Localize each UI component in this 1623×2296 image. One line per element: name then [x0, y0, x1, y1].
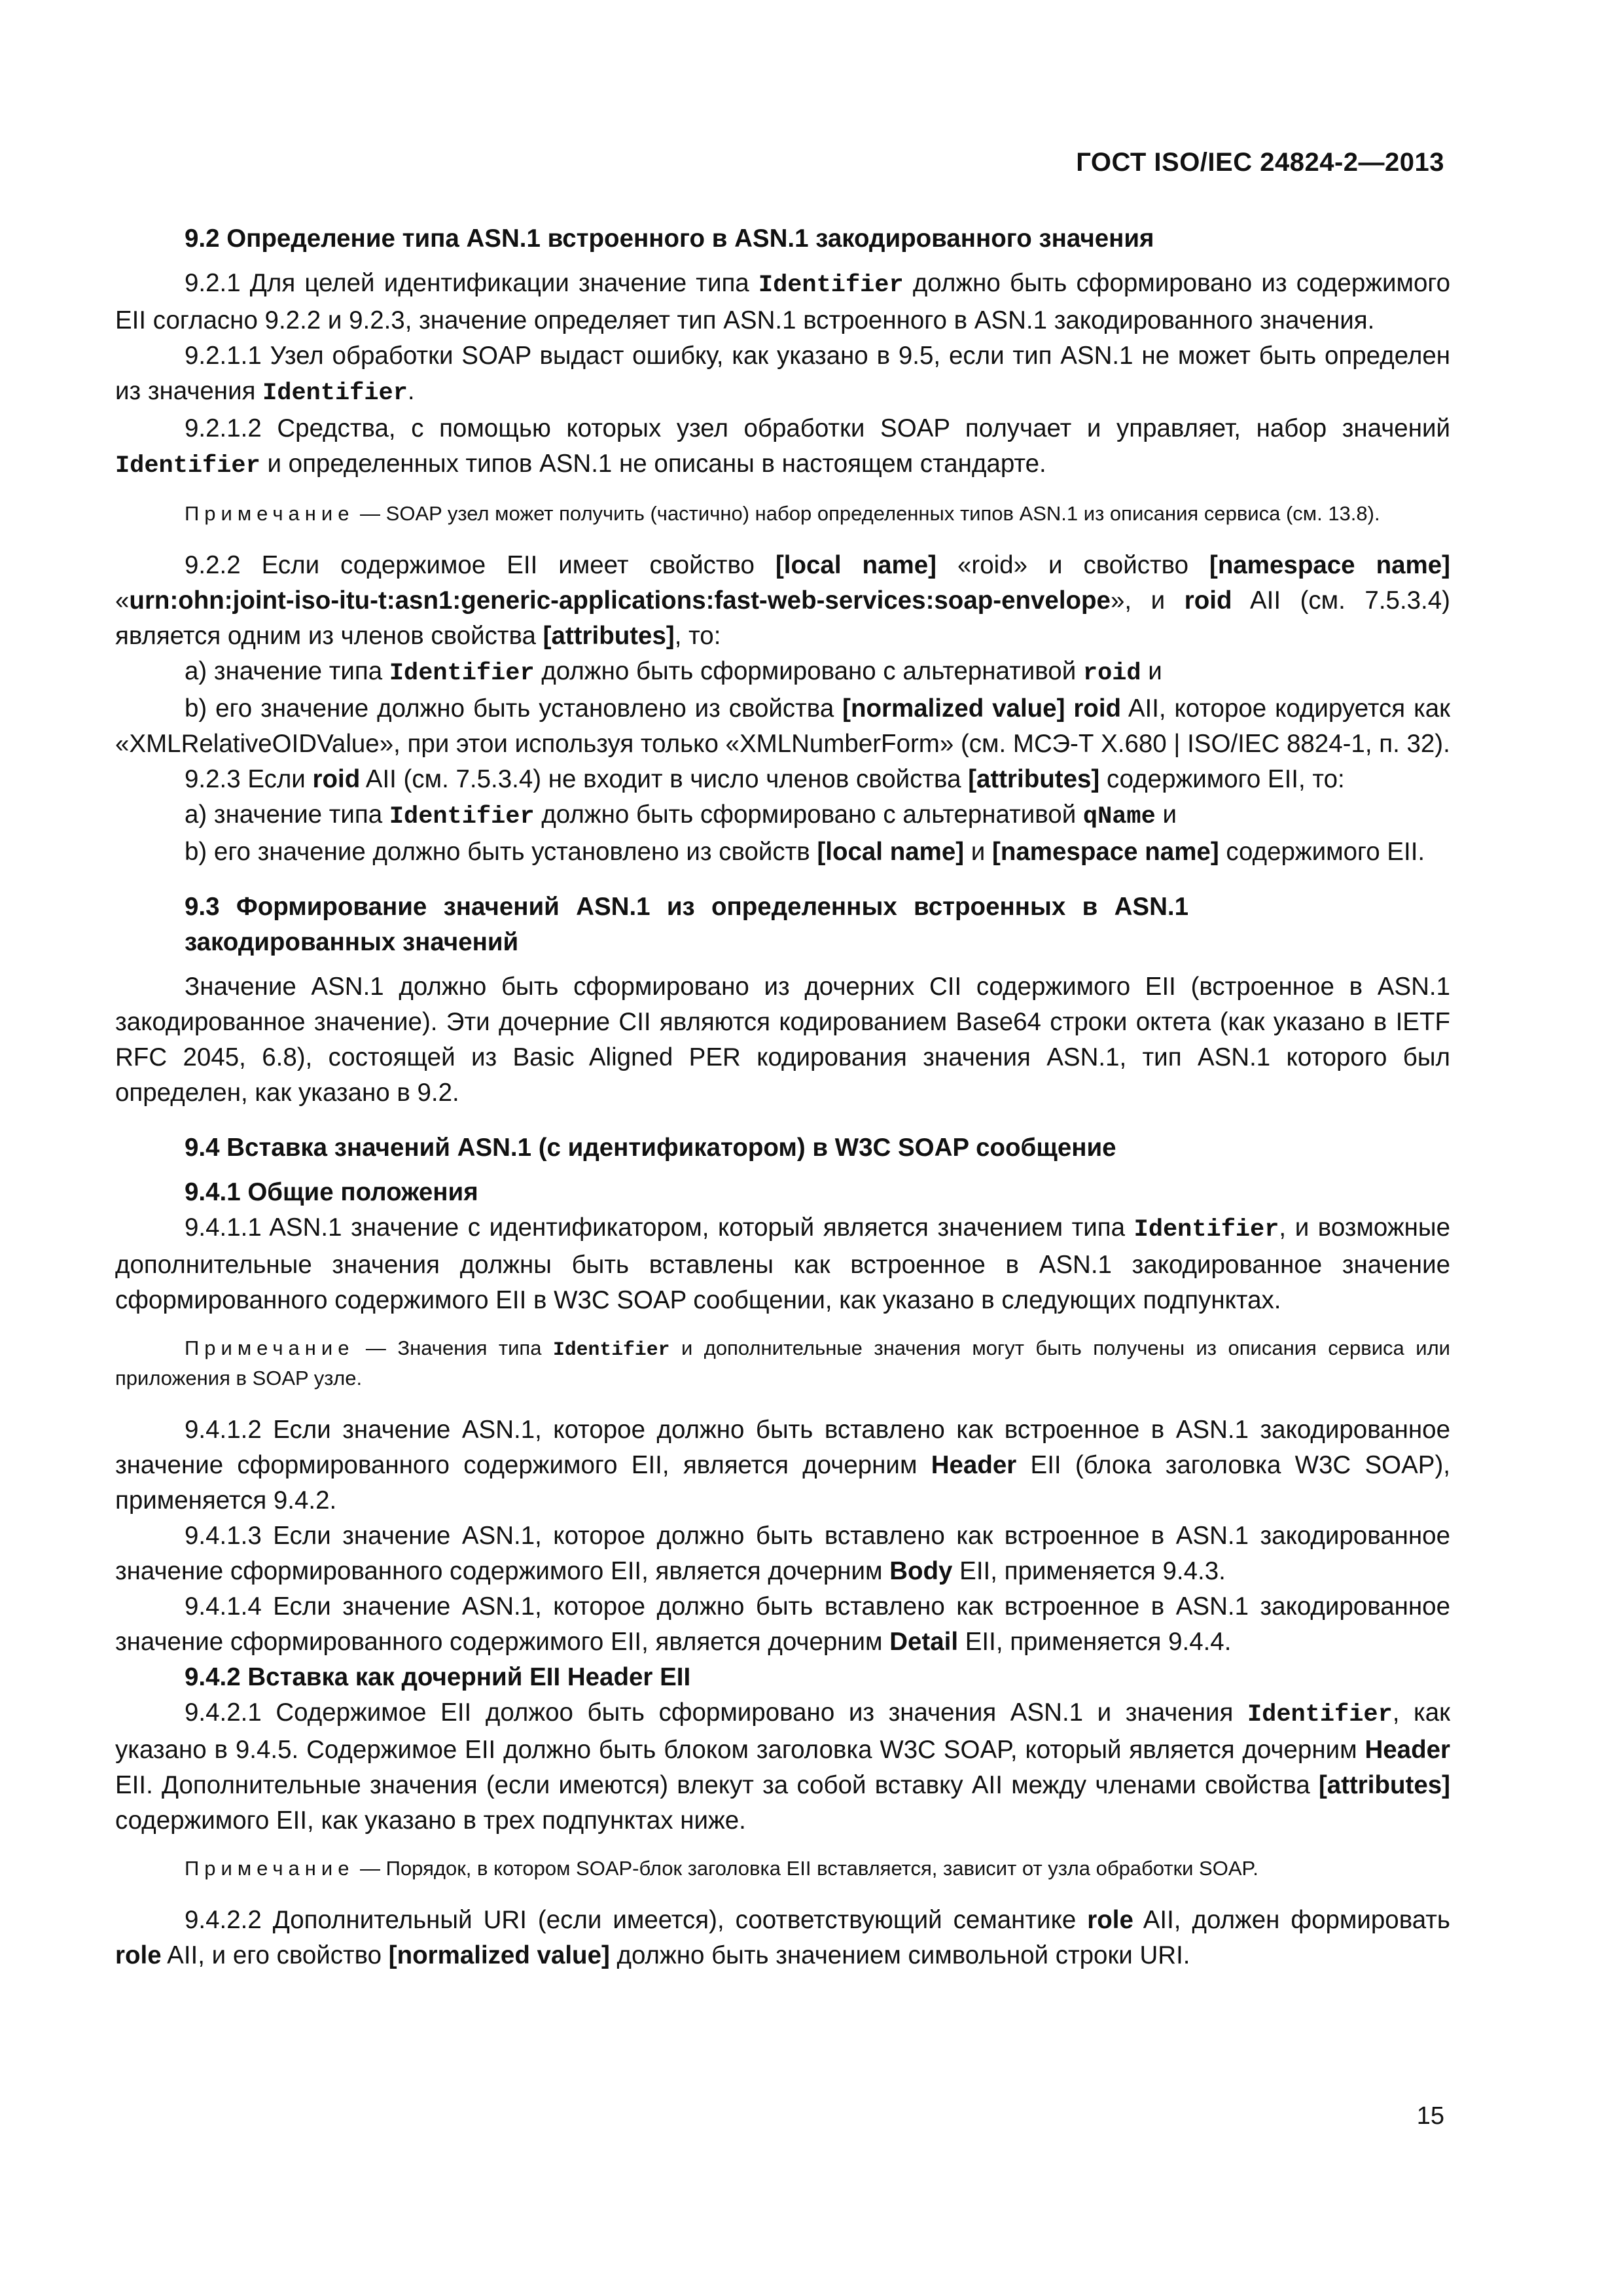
code-identifier: Identifier [758, 272, 904, 299]
paragraph-9-2-3: 9.2.3 Если roid AII (см. 7.5.3.4) не входит в число членов свойства [attributes] содержимого EII, то: [185, 765, 1345, 793]
page-body [115, 221, 1450, 1973]
paragraph-9-3: Значение ASN.1 должно быть сформировано из дочерних CII содержимого EII (встроенное в ASN.1 закодированное значение). Эти дочерние CII являются кодированием Base64 строки октета (как указано в IETF RFC 2045, 6.8), состоящей из Basic Aligned PER кодирования значения ASN.1, тип ASN.1 которого был определен, как указано в 9.2. [115, 973, 1450, 1107]
note-1: Примечание — SOAP узел может получить (частично) набор определенных типов ASN.1 из описания сервиса (см. 13.8). [185, 502, 1380, 525]
paragraph-9-2-1: 9.2.1 Для целей идентификации значение типа Identifier должно быть сформировано из содержимого EII согласно 9.2.2 и 9.2.3, значение определяет тип ASN.1 встроенного в ASN.1 закодированного значения. [115, 269, 1450, 334]
code-identifier: Identifier [115, 452, 260, 480]
standard-designation: ГОСТ ISO/IEC 24824-2—2013 [1076, 148, 1444, 177]
section-heading-9-4: 9.4 Вставка значений ASN.1 (с идентификатором) в W3C SOAP сообщение [185, 1134, 1116, 1162]
list-item-a-qname: a) значение типа Identifier должно быть сформировано с альтернативой qName и [185, 800, 1177, 831]
paragraph-9-4-1-4: 9.4.1.4 Если значение ASN.1, которое должно быть вставлено как встроенное в ASN.1 закодированное значение сформированного содержимого EII, является дочерним Detail EII, применяется 9.4.4. [115, 1592, 1450, 1656]
paragraph-9-4-2-2: 9.4.2.2 Дополнительный URI (если имеется), соответствующий семантике role AII, должен формировать role AII, и его свойство [normalized value] должно быть значением символьной строки URI. [115, 1906, 1450, 1969]
note-label: Примечание [185, 1336, 355, 1359]
paragraph-9-4-2-1: 9.4.2.1 Содержимое EII должоо быть сформировано из значения ASN.1 и значения Identifier, как указано в 9.4.5. Содержимое EII должно быть блоком заголовка W3C SOAP, который является дочерним Header EII. Дополнительные значения (если имеются) влекут за собой вставку AII между членами свойства [attributes] содержимого EII, как указано в трех подпунктах ниже. [115, 1698, 1451, 1835]
namespace-urn: urn:ohn:joint-iso-itu-t:asn1:generic-applications:fast-web-services:soap-envelope [129, 586, 1111, 615]
list-item-b-qname: b) его значение должно быть установлено из свойств [local name] и [namespace name] содержимого EII. [185, 838, 1425, 866]
note-label: Примечание [185, 502, 355, 525]
paragraph-9-4-1-3: 9.4.1.3 Если значение ASN.1, которое должно быть вставлено как встроенное в ASN.1 закодированное значение сформированного содержимого EII, является дочерним Body EII, применяется 9.4.3. [115, 1522, 1450, 1585]
paragraph-9-4-1-1: 9.4.1.1 ASN.1 значение с идентификатором, который является значением типа Identifier, и возможные дополнительные значения должны быть вставлены как встроенное в ASN.1 закодированное значение сформированного содержимого EII в W3C SOAP сообщении, как указано в следующих подпунктах. [115, 1213, 1450, 1314]
paragraph-9-2-2: 9.2.2 Если содержимое EII имеет свойство [local name] «roid» и свойство [namespace name] «urn:ohn:joint-iso-itu-t:asn1:generic-applications:fast-web-services:soap-envelope», и roid AII (см. 7.5.3.4) является одним из членов свойства [attributes], то: [115, 551, 1450, 650]
paragraph-9-4-1-2: 9.4.1.2 Если значение ASN.1, которое должно быть вставлено как встроенное в ASN.1 закодированное значение сформированного содержимого EII, является дочерним Header EII (блока заголовка W3C SOAP), применяется 9.4.2. [115, 1416, 1450, 1515]
list-item-b-roid: b) его значение должно быть установлено из свойства [normalized value] roid AII, которое кодируется как «XMLRelativeOIDValue», при этои используя только «XMLNumberForm» (см. МСЭ-Т X.680 | ISO/IEC 8824-1, п. 32). [115, 694, 1451, 758]
code-identifier: Identifier [262, 380, 408, 407]
note-2: Примечание — Значения типа Identifier и дополнительные значения могут быть получены из описания сервиса или приложения в SOAP узле. [115, 1336, 1450, 1390]
paragraph-9-2-1-1: 9.2.1.1 Узел обработки SOAP выдаст ошибку, как указано в 9.5, если тип ASN.1 не может быть определен из значения Identifier. [115, 342, 1450, 407]
page-number: 15 [1416, 2102, 1444, 2130]
section-heading-9-3: 9.3 Формирование значений ASN.1 из определенных встроенных в ASN.1 закодированных значений [185, 893, 1188, 956]
note-3: Примечание — Порядок, в котором SOAP-блок заголовка EII вставляется, зависит от узла обработки SOAP. [185, 1857, 1258, 1880]
list-item-a-roid: a) значение типа Identifier должно быть сформировано с альтернативой roid и [185, 657, 1162, 687]
subsection-heading-9-4-2: 9.4.2 Вставка как дочерний EII Header EII [185, 1663, 691, 1691]
note-label: Примечание [185, 1857, 355, 1880]
subsection-heading-9-4-1: 9.4.1 Общие положения [185, 1178, 478, 1206]
paragraph-9-2-1-2: 9.2.1.2 Средства, с помощью которых узел обработки SOAP получает и управляет, набор значений Identifier и определенных типов ASN.1 не описаны в настоящем стандарте. [115, 414, 1450, 480]
section-heading-9-2: 9.2 Определение типа ASN.1 встроенного в ASN.1 закодированного значения [185, 224, 1154, 253]
